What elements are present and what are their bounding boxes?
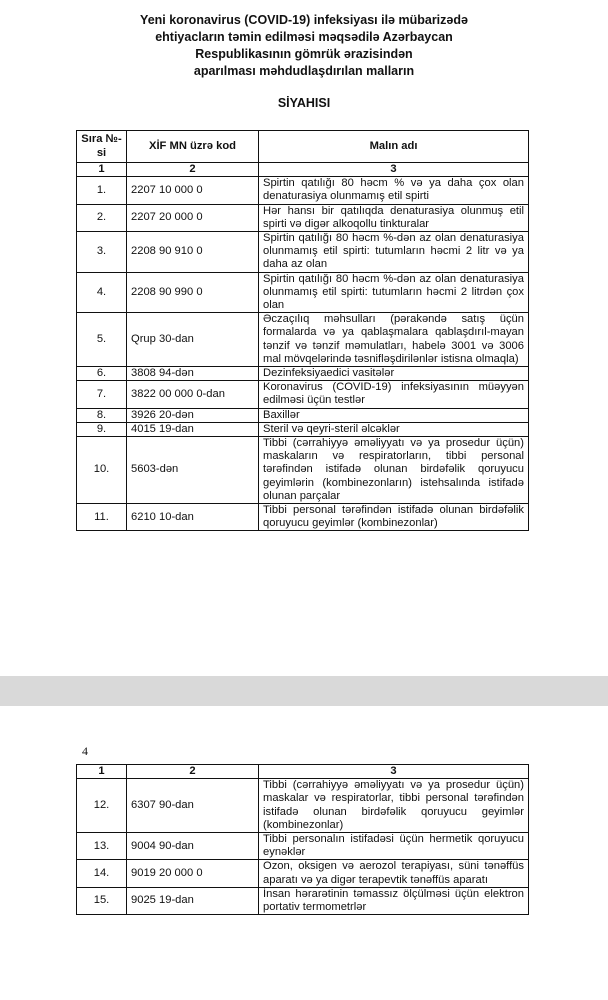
row-code: 2207 10 000 0 [127, 177, 259, 204]
row-name: Ozon, oksigen və aerozol terapiyası, süni tənəffüs aparatı və ya digər terapevtik tənəffüs aparatı [259, 860, 529, 887]
row-code: 9004 90-dan [127, 833, 259, 860]
table-row [77, 860, 529, 887]
row-serial: 4. [77, 272, 127, 313]
header-number: 3 [259, 765, 529, 779]
row-serial: 8. [77, 408, 127, 422]
header-number: 3 [259, 163, 529, 177]
row-serial: 14. [77, 860, 127, 887]
row-code: 9025 19-dan [127, 887, 259, 914]
table-row [77, 381, 529, 408]
header-number: 2 [127, 765, 259, 779]
title-line: aparılması məhdudlaşdırılan malların [193, 64, 415, 78]
row-code: 3808 94-dən [127, 367, 259, 381]
table-row [77, 422, 529, 436]
row-serial: 11. [77, 504, 127, 531]
row-serial: 9. [77, 422, 127, 436]
table-header-row [77, 131, 529, 163]
row-code: 2207 20 000 0 [127, 204, 259, 231]
row-name: Hər hansı bir qatılıqda denaturasiya olunmuş etil spirti və digər alkoqollu tinkturalar [259, 204, 529, 231]
row-serial: 13. [77, 833, 127, 860]
table-row [77, 272, 529, 313]
row-serial: 2. [77, 204, 127, 231]
row-code: 2208 90 990 0 [127, 272, 259, 313]
table-row [77, 408, 529, 422]
table-row [77, 504, 529, 531]
row-code: 6307 90-dan [127, 779, 259, 833]
row-code: 6210 10-dan [127, 504, 259, 531]
row-serial: 6. [77, 367, 127, 381]
goods-table [76, 130, 529, 531]
row-serial: 1. [77, 177, 127, 204]
table-row [77, 779, 529, 833]
row-name: Koronavirus (COVID-19) infeksiyasının müəyyən edilməsi üçün testlər [259, 381, 529, 408]
row-code: 5603-dən [127, 437, 259, 504]
row-serial: 15. [77, 887, 127, 914]
page-number: 4 [82, 744, 88, 758]
row-name: Spirtin qatılığı 80 həcm %-dən az olan denaturasiya olunmamış etil spirti: tutumların həcmi 2 litrdən çox olan [259, 272, 529, 313]
table-number-row [77, 765, 529, 779]
header-number: 2 [127, 163, 259, 177]
header-number: 1 [77, 163, 127, 177]
table-row [77, 437, 529, 504]
row-name: Baxillər [259, 408, 529, 422]
row-serial: 7. [77, 381, 127, 408]
row-name: Tibbi personal tərəfindən istifadə olunan birdəfəlik qoruyucu geyimlər (kombinezonlar) [259, 504, 529, 531]
table-row [77, 833, 529, 860]
row-serial: 3. [77, 232, 127, 273]
row-name: Spirtin qatılığı 80 həcm %-dən az olan denaturasiya olunmamış etil spirti: tutumların həcmi 2 litr və ya daha az olan [259, 232, 529, 273]
row-name: Steril və qeyri-steril əlcəklər [259, 422, 529, 436]
table-row [77, 313, 529, 367]
row-code: 3822 00 000 0-dan [127, 381, 259, 408]
table-row [77, 232, 529, 273]
row-name: Əczaçılıq məhsulları (pərakəndə satış üçün formalarda və ya qablaşmalara qablaşdırıl-mayan tənzif və tənzif məmulatları, habelə 3001 və 3006 mal mövqelərində təsnifləşdirilənlər istisna olmaqla) [259, 313, 529, 367]
row-name: İnsan hərarətinin təmassız ölçülməsi üçün elektron portativ termometrlər [259, 887, 529, 914]
row-name: Spirtin qatılığı 80 həcm % və ya daha çox olan denaturasiya olunmamış etil spirti [259, 177, 529, 204]
document-subtitle: SİYAHISI [277, 96, 331, 110]
row-code: 2208 90 910 0 [127, 232, 259, 273]
table-row [77, 367, 529, 381]
row-name: Dezinfeksiyaedici vasitələr [259, 367, 529, 381]
row-serial: 12. [77, 779, 127, 833]
header-number: 1 [77, 765, 127, 779]
title-line: Yeni koronavirus (COVID-19) infeksiyası ilə mübarizədə [140, 13, 468, 27]
table-row [77, 887, 529, 914]
row-code: 3926 20-dən [127, 408, 259, 422]
document-title [0, 12, 608, 80]
row-code: 4015 19-dan [127, 422, 259, 436]
header-name: Malın adı [259, 131, 529, 163]
header-code: XİF MN üzrə kod [127, 131, 259, 163]
row-name: Tibbi (cərrahiyyə əməliyyatı və ya prosedur üçün) maskalar və respiratorlar, tibbi personal tərəfindən istifadə olunan birdəfəlik qoruyucu geyimlər (kombinezonlar) [259, 779, 529, 833]
row-serial: 5. [77, 313, 127, 367]
table-row [77, 177, 529, 204]
title-line: Respublikasının gömrük ərazisindən [195, 47, 413, 61]
header-serial: Sıra №-si [77, 131, 127, 163]
document-page-2 [0, 706, 608, 1000]
row-code: 9019 20 000 0 [127, 860, 259, 887]
title-line: ehtiyacların təmin edilməsi məqsədilə Azərbaycan [155, 30, 453, 44]
goods-table-continued [76, 764, 529, 915]
row-name: Tibbi personalın istifadəsi üçün hermetik qoruyucu eynəklər [259, 833, 529, 860]
row-serial: 10. [77, 437, 127, 504]
row-code: Qrup 30-dan [127, 313, 259, 367]
row-name: Tibbi (cərrahiyyə əməliyyatı və ya prosedur üçün) maskaların və respiratorların, tibbi personal tərəfindən istifadə olunan birdəfəlik qoruyucu geyimlərin (kombinezonların) istehsalında istifadə olunan parçalar [259, 437, 529, 504]
table-row [77, 204, 529, 231]
table-number-row [77, 163, 529, 177]
